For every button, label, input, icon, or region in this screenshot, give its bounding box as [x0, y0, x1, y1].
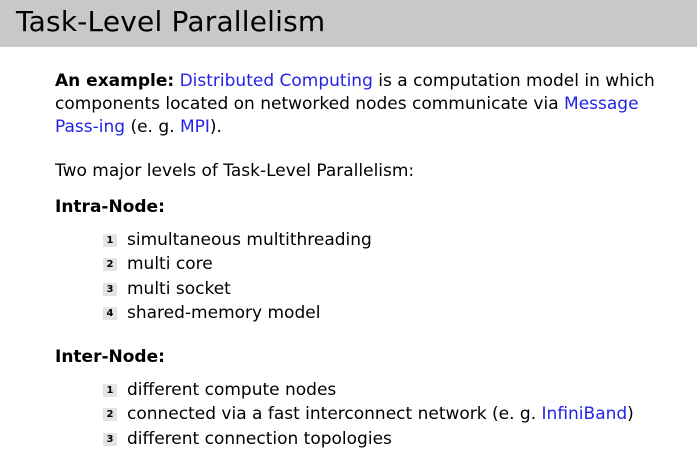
list-item-text-after: ) — [627, 404, 634, 425]
inter-node-heading: Inter-Node: — [55, 347, 165, 367]
list-item-text: shared-memory model — [127, 303, 321, 324]
item-number-badge: 1 — [103, 234, 117, 247]
list-item — [103, 277, 372, 302]
example-text-2: (e. g. — [125, 117, 180, 137]
title-bar — [0, 0, 697, 47]
mpi-link[interactable]: MPI — [179, 117, 210, 137]
list-item — [103, 253, 372, 278]
infiniband-link[interactable]: InfiniBand — [541, 404, 628, 425]
example-label: An example: — [55, 71, 175, 91]
example-text-3: ). — [209, 117, 222, 137]
intro-paragraph: Two major levels of Task-Level Parallelism: — [55, 161, 415, 181]
list-item-text: different connection topologies — [127, 428, 392, 449]
slide-title: Task-Level Parallelism — [16, 5, 326, 38]
list-item — [103, 378, 634, 403]
message-passing-link[interactable]: Message Pass-ing — [55, 94, 639, 137]
example-text-1: is a computation model in which components located on networked nodes communicate via — [55, 71, 655, 114]
list-item — [103, 427, 634, 452]
list-item-text — [127, 403, 634, 426]
item-number-badge: 4 — [103, 307, 117, 320]
example-paragraph — [55, 70, 680, 139]
list-item-text: multi core — [127, 254, 213, 275]
inter-node-list — [103, 378, 634, 452]
item-number-badge: 2 — [103, 258, 117, 271]
item-number-badge: 2 — [103, 408, 117, 421]
intra-node-heading: Intra-Node: — [55, 197, 165, 217]
list-item-text: multi socket — [127, 278, 231, 299]
list-item — [103, 228, 372, 253]
item-number-badge: 3 — [103, 433, 117, 446]
intra-node-list — [103, 228, 372, 326]
list-item — [103, 302, 372, 327]
list-item — [103, 403, 634, 428]
item-number-badge: 3 — [103, 283, 117, 296]
list-item-text: simultaneous multithreading — [127, 229, 372, 250]
item-number-badge: 1 — [103, 384, 117, 397]
distributed-computing-link[interactable]: Distributed Computing — [179, 71, 373, 91]
list-item-text: different compute nodes — [127, 379, 337, 400]
list-item-text-before: connected via a fast interconnect network (e. g. — [127, 404, 542, 425]
